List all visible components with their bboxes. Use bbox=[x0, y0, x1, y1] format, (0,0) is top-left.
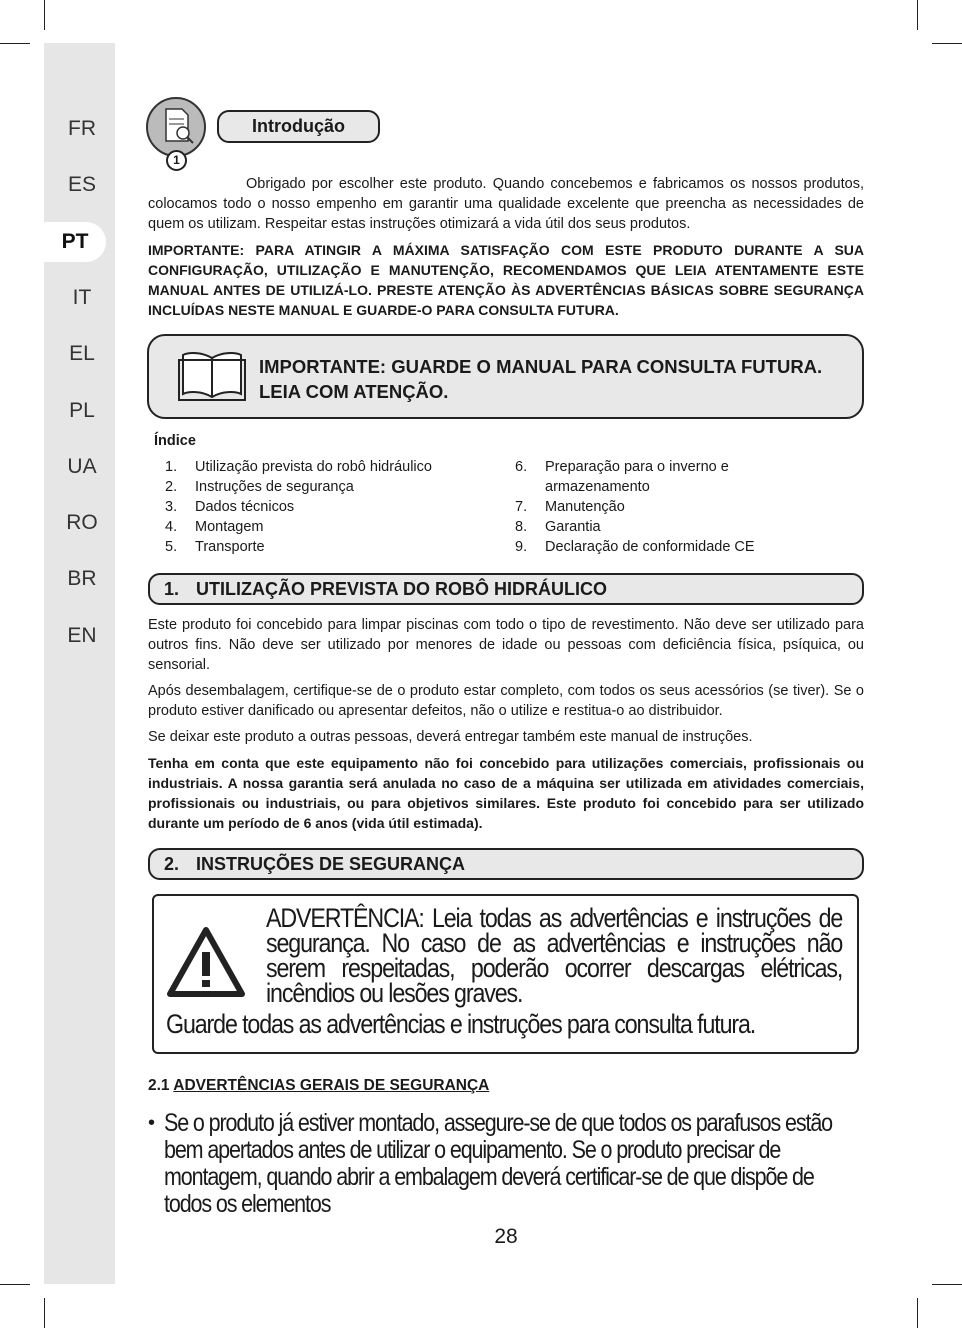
s1-paragraph-1: Este produto foi concebido para limpar piscinas com todo o tipo de revestimento. Não deve ser utilizado para outros fins. Não deve ser utilizado por menores de idade ou pessoas com deficiência física, psíquica, ou sensorial. bbox=[148, 617, 864, 673]
index-right-column bbox=[515, 457, 755, 557]
intro-title bbox=[217, 110, 380, 143]
index-number: 6. bbox=[515, 459, 528, 475]
index-label: Montagem bbox=[195, 519, 264, 535]
intro-title-text: Introdução bbox=[252, 116, 345, 136]
index-number: 4. bbox=[165, 519, 178, 535]
language-tab-br[interactable]: BR bbox=[67, 567, 97, 591]
intro-badge: 1 bbox=[166, 150, 187, 171]
index-item[interactable] bbox=[165, 457, 432, 477]
section-title: UTILIZAÇÃO PREVISTA DO ROBÔ HIDRÁULICO bbox=[196, 579, 607, 599]
index-number: 1. bbox=[165, 459, 178, 475]
index-label: Transporte bbox=[195, 539, 265, 555]
intro-icon bbox=[146, 97, 206, 157]
index-label: Garantia bbox=[545, 519, 601, 535]
index-label: Instruções de segurança bbox=[195, 479, 354, 495]
index-label: armazenamento bbox=[545, 479, 650, 495]
index-label: Manutenção bbox=[545, 499, 625, 515]
language-tab-pt[interactable]: PT bbox=[44, 222, 106, 262]
section-title: INSTRUÇÕES DE SEGURANÇA bbox=[196, 854, 466, 874]
index-number: 7. bbox=[515, 499, 528, 515]
intro-paragraph: Obrigado por escolher este produto. Quando concebemos e fabricamos os nossos produtos, colocamos todo o nosso empenho em garantir uma qualidade excelente que preencha as necessidades de quem os utilizam. Respeitar estas instruções otimizará a vida útil dos seus produtos. bbox=[148, 176, 864, 232]
language-tab-ro[interactable]: RO bbox=[66, 511, 98, 535]
notice-box bbox=[147, 334, 864, 419]
s1-paragraph-3: Se deixar este produto a outras pessoas, deverá entregar também este manual de instruções. bbox=[148, 729, 753, 745]
index-number: 8. bbox=[515, 519, 528, 535]
index-item[interactable] bbox=[165, 537, 432, 557]
warning-box bbox=[152, 894, 859, 1054]
index-item[interactable] bbox=[165, 517, 432, 537]
section-2-header bbox=[148, 848, 864, 880]
notice-line-2: LEIA COM ATENÇÃO. bbox=[259, 381, 449, 402]
index-item[interactable] bbox=[515, 457, 755, 477]
index-number: 3. bbox=[165, 499, 178, 515]
intro-important: IMPORTANTE: PARA ATINGIR A MÁXIMA SATISFAÇÃO COM ESTE PRODUTO DURANTE A SUA CONFIGURAÇÃO, UTILIZAÇÃO E MANUTENÇÃO, RECOMENDAMOS QUE LEIA ATENTAMENTE ESTE MANUAL ANTES DE UTILIZÁ-LO. PRESTE ATENÇÃO ÀS ADVERTÊNCIAS BÁSICAS SOBRE SEGURANÇA INCLUÍDAS NESTE MANUAL E GUARDE-O PARA CONSULTA FUTURA. bbox=[148, 242, 864, 318]
language-tab-it[interactable]: IT bbox=[72, 285, 92, 309]
bullet-item bbox=[148, 1110, 868, 1218]
section-1-header bbox=[148, 573, 864, 605]
section-number: 2. bbox=[164, 854, 180, 874]
index-label: Preparação para o inverno e bbox=[545, 459, 729, 475]
subsection-number: 2.1 bbox=[148, 1077, 170, 1094]
index-item[interactable] bbox=[515, 517, 755, 537]
index-item[interactable] bbox=[165, 477, 432, 497]
warning-triangle-icon bbox=[166, 926, 246, 998]
index-label: Declaração de conformidade CE bbox=[545, 539, 755, 555]
index-item[interactable] bbox=[165, 497, 432, 517]
index-left-column bbox=[165, 457, 432, 557]
page-number: 28 bbox=[494, 1225, 518, 1248]
section-number: 1. bbox=[164, 579, 180, 599]
subsection-title: ADVERTÊNCIAS GERAIS DE SEGURANÇA bbox=[173, 1077, 490, 1094]
warning-text-2: Guarde todas as advertências e instruções para consulta futura. bbox=[166, 1009, 756, 1039]
language-tab-pl[interactable]: PL bbox=[69, 398, 95, 422]
index-item[interactable] bbox=[515, 477, 755, 497]
subsection-2-1 bbox=[148, 1077, 489, 1095]
language-tab-el[interactable]: EL bbox=[69, 342, 95, 366]
language-tab-fr[interactable]: FR bbox=[68, 117, 96, 140]
index-label: Dados técnicos bbox=[195, 499, 295, 515]
index-number: 2. bbox=[165, 479, 178, 495]
index-item[interactable] bbox=[515, 537, 755, 557]
bullet-icon: • bbox=[148, 1112, 156, 1134]
s1-paragraph-4: Tenha em conta que este equipamento não foi concebido para utilizações comerciais, profissionais ou industriais. A nossa garantia será anulada no caso de a máquina ser utilizada em atividades comerciais, profissionais ou industriais, ou para objetivos similares. Este produto foi concebido para ser utilizado durante um período de 6 anos (vida útil estimada). bbox=[148, 755, 864, 831]
s1-paragraph-2: Após desembalagem, certifique-se de o produto estar completo, com todos os seus acessórios (se tiver). Se o produto estiver danificado ou apresentar defeitos, não o utilize e restitua-o ao distribuidor. bbox=[148, 683, 864, 719]
book-icon bbox=[177, 350, 247, 402]
index-number: 9. bbox=[515, 539, 528, 555]
bullet-text: Se o produto já estiver montado, assegure-se de que todos os parafusos estão bem apertados antes de utilizar o equipamento. Se o produto precisar de montagem, quando abrir a embalagem deverá certificar-se de que dispõe de todos os elementos bbox=[164, 1109, 833, 1218]
language-tab-en[interactable]: EN bbox=[67, 623, 97, 647]
index-number: 5. bbox=[165, 539, 178, 555]
language-tab-es[interactable]: ES bbox=[67, 173, 96, 197]
index-item[interactable] bbox=[515, 497, 755, 517]
index-label: Utilização prevista do robô hidráulico bbox=[195, 459, 432, 475]
warning-text: ADVERTÊNCIA: Leia todas as advertências e instruções de segurança. No caso de as advertências e instruções não serem respeitadas, poderão ocorrer descargas elétricas, incêndios ou lesões graves. bbox=[266, 903, 843, 1008]
language-tab-ua[interactable]: UA bbox=[67, 454, 97, 478]
index-title: Índice bbox=[154, 433, 196, 449]
document-search-icon bbox=[148, 99, 204, 155]
notice-line-1: IMPORTANTE: GUARDE O MANUAL PARA CONSULTA FUTURA. bbox=[259, 356, 823, 377]
